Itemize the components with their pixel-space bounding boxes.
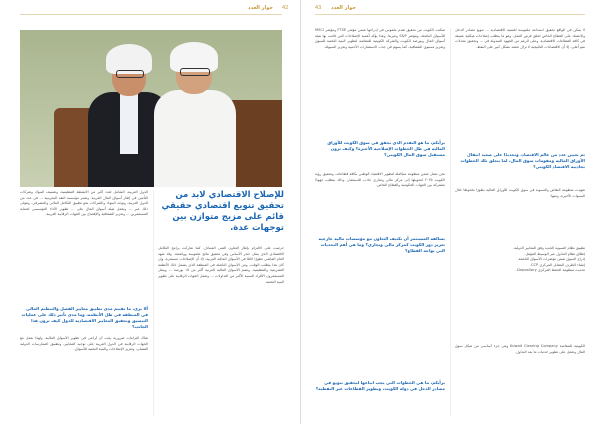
bullet-item: إنشاء الطرف المقابل المركزي CCP. xyxy=(529,262,585,267)
left-column-text-2: هناك التزامات ضرورية يجب أن تُراعى في تطوير الأسواق المالية، ولهذا نعمل مع الجهات الرقابية في الدول العربية على توحيد المعايير، وتطبيق الممارسات الدولية الفضلى، وتعزيز الإصلاحات والبنية التحتية للأسواق. xyxy=(20,336,148,352)
person-right-glasses xyxy=(180,68,210,76)
right-bullet-list xyxy=(455,246,585,344)
person-left-glasses xyxy=(116,70,144,78)
right-column-text-3: الكويتية للمقاصة Kuwait Clearing Company وهي جزء أساسي من هيكل سوق المال وتعمل على تطوير خدمات ما بعد التداول. xyxy=(455,344,585,354)
left-page-section xyxy=(248,5,273,11)
right-page-section xyxy=(331,5,356,11)
left-section-label: حوار العدد xyxy=(248,5,273,11)
middle-column-text: تمكنت الكويت من تحقيق تقدم ملموس في إدراجها ضمن مؤشر FTSE ومؤشر MSCI للأسواق الناشئة، ومؤشر S&P وغيرها. وهذا يؤكد أهمية الإصلاحات التي قامت بها هيئة أسواق المال وبورصة الكويت والشركة الكويتية للمقاصة لتطوير البنية التحتية للسوق وتعزيز مستوى الشفافية، كما يسهم في جذب الاستثمارات الأجنبية وتعزيز السيولة. xyxy=(315,28,445,49)
column-divider-right xyxy=(450,28,451,416)
right-page xyxy=(300,0,600,424)
bullet-item: تطبيق نظام التسوية الجديد وفق المعايير الدولية. xyxy=(512,246,585,250)
left-column-text: الدول العربية، الشامل لعدد أكبر من الأنشطة التنظيمية، وتصنيف البنوك وشركات التأمين في إطار أسواق المال العربية. وتعتبر مؤسسة النقد البحرينية ... في عدد من الدول العربية، وتوجه البنوك والشركات نحو تطبيق التكامل المالي والمصرفي، وتتولى ذلك عبر ... وتعمل هيئة أسواق المال على ... تطوير الأداء المؤسسي لحماية المستثمرين ... وتعزيز الشفافية والإفصاح بين الجهات الرقابية العربية. xyxy=(20,190,148,217)
person-right-dishdasha xyxy=(154,90,236,187)
bottom-question: برأيكم، ما هي الخطوات التي يجب اتباعها لتحقيق تنويع في مصادر الدخل في دولة الكويت، وتطوير القطاعات غير النفطية؟ xyxy=(315,380,445,391)
person-left-shirt xyxy=(120,94,138,154)
bullet-item: إدراج السوق ضمن مؤشرات الأسواق الناشئة. xyxy=(517,257,585,262)
right-question-1: تم تعيين عدد من عالم الاقتصاد، وتحديدًا على صعيد انتقال الأوراق المالية ومقومات سوق المال، لما تتعلق تلك الخطوات بجاذبية الاقتصاد الكويتي؟ xyxy=(460,152,585,169)
right-section-label: حوار العدد xyxy=(331,5,356,11)
column-divider xyxy=(153,190,154,416)
right-page-number: 43 xyxy=(315,5,322,11)
middle-question-2: بسالفة المستثمر أن تكثيف التعاون مع مؤسسات مالية خارجية تعزيز دور الكويت كمركز مالي وتجاري؟ وما هي أهم التحديات التي تواجه القطاع؟ xyxy=(318,236,445,253)
interview-photo xyxy=(20,30,282,187)
left-page-number: 42 xyxy=(282,5,289,11)
bullet-item: تحديث منظومة الحفظ المركزي Depository. xyxy=(516,268,585,273)
pull-quote-title: للإصلاح الاقتصادي لابد من تحقيق تنويع اقتصادي حقيقي قائم على مزيج متوازن بين توجهات عدة. xyxy=(161,190,284,233)
middle-question-1: برأيكم، ما هو التقدم الذي تحقق في سوق الكويت للأوراق المالية في ظل الخطوات الإصلاحية الأخيرة؟ وكيف ترون مستقبل سوق المال الكويتي؟ xyxy=(327,140,445,157)
header-rule xyxy=(20,14,282,15)
right-column-text: لا يمكن في الواقع تحقيق استدامة ملموسة للتنمية الاقتصادية ... تنويع مصادر الدخل والاعتماد على القطاع الخاص لخلق فرص العمل، وهو ما يتطلب إصلاحات هيكلية عميقة في كافة القطاعات الاقتصادية. وعلى الرغم من الجهود المبذولة في ... وتحقيق معدلات نمو أعلى، إلا أن الاقتصادات الخليجية لا تزال تعتمد بشكل كبير على النفط. xyxy=(455,28,585,49)
middle-column-text-2: نحن نعمل ضمن منظومة متكاملة لتطوير الاقتصاد الوطني بكافة قطاعاته، وتحقيق رؤية الكويت ٢٠٣٥ لتحويلها إلى مركز مالي وتجاري جاذب للاستثمار، وذلك يتطلب جهودًا مشتركة بين الجهات الحكومية والقطاع الخاص. xyxy=(315,172,445,188)
right-column-text-2: شهدت منظومة التقاص والتسوية في سوق الكويت للأوراق المالية تطورًا ملحوظًا خلال السنوات الأخيرة، ومنها: xyxy=(455,188,585,198)
header-rule-right xyxy=(315,14,585,15)
left-question-1: ألا يرى، ما تقييم مدى تطبيق معايير الفصل والتنظيم المالي في المنطقة في ظل الأنظمة، وما مدى تأثير ذلك على عمليات التنسيق وتحقيق المعايير الاقتصادية للدول كيف ترون هذا الجانب؟ xyxy=(21,306,148,329)
middle-column-text: حرصت على الالتزام بإطار التعاون الفني المتبادل. كما شاركت برامج التكامل الاقتصادي الذي يمثل حجر الأساس وفي تحقيق نتائج ملموسة وواضحة. وقد شهد العام الماضي تطورًا لافتًا في الأسواق المالية العربية، إلا أن الإصلاحات مستمرة، وإن كان هذا يتطلب الوقت. ومن الأسواق الناشئة في المنطقة الذي يشمل ذلك الأنظمة التشريعية والتنظيمية. وتضم الأسواق المالية العربية أكثر من ١٥ بورصة ... ويمثل المستثمرون الأفراد النسبة الأكبر من التداولات ... وتعمل الجهات الرقابية على تطوير البنية التحتية. xyxy=(158,246,284,284)
bullet-item: إطلاق نظام التداول عبر الوسيط المؤهل. xyxy=(524,251,585,256)
